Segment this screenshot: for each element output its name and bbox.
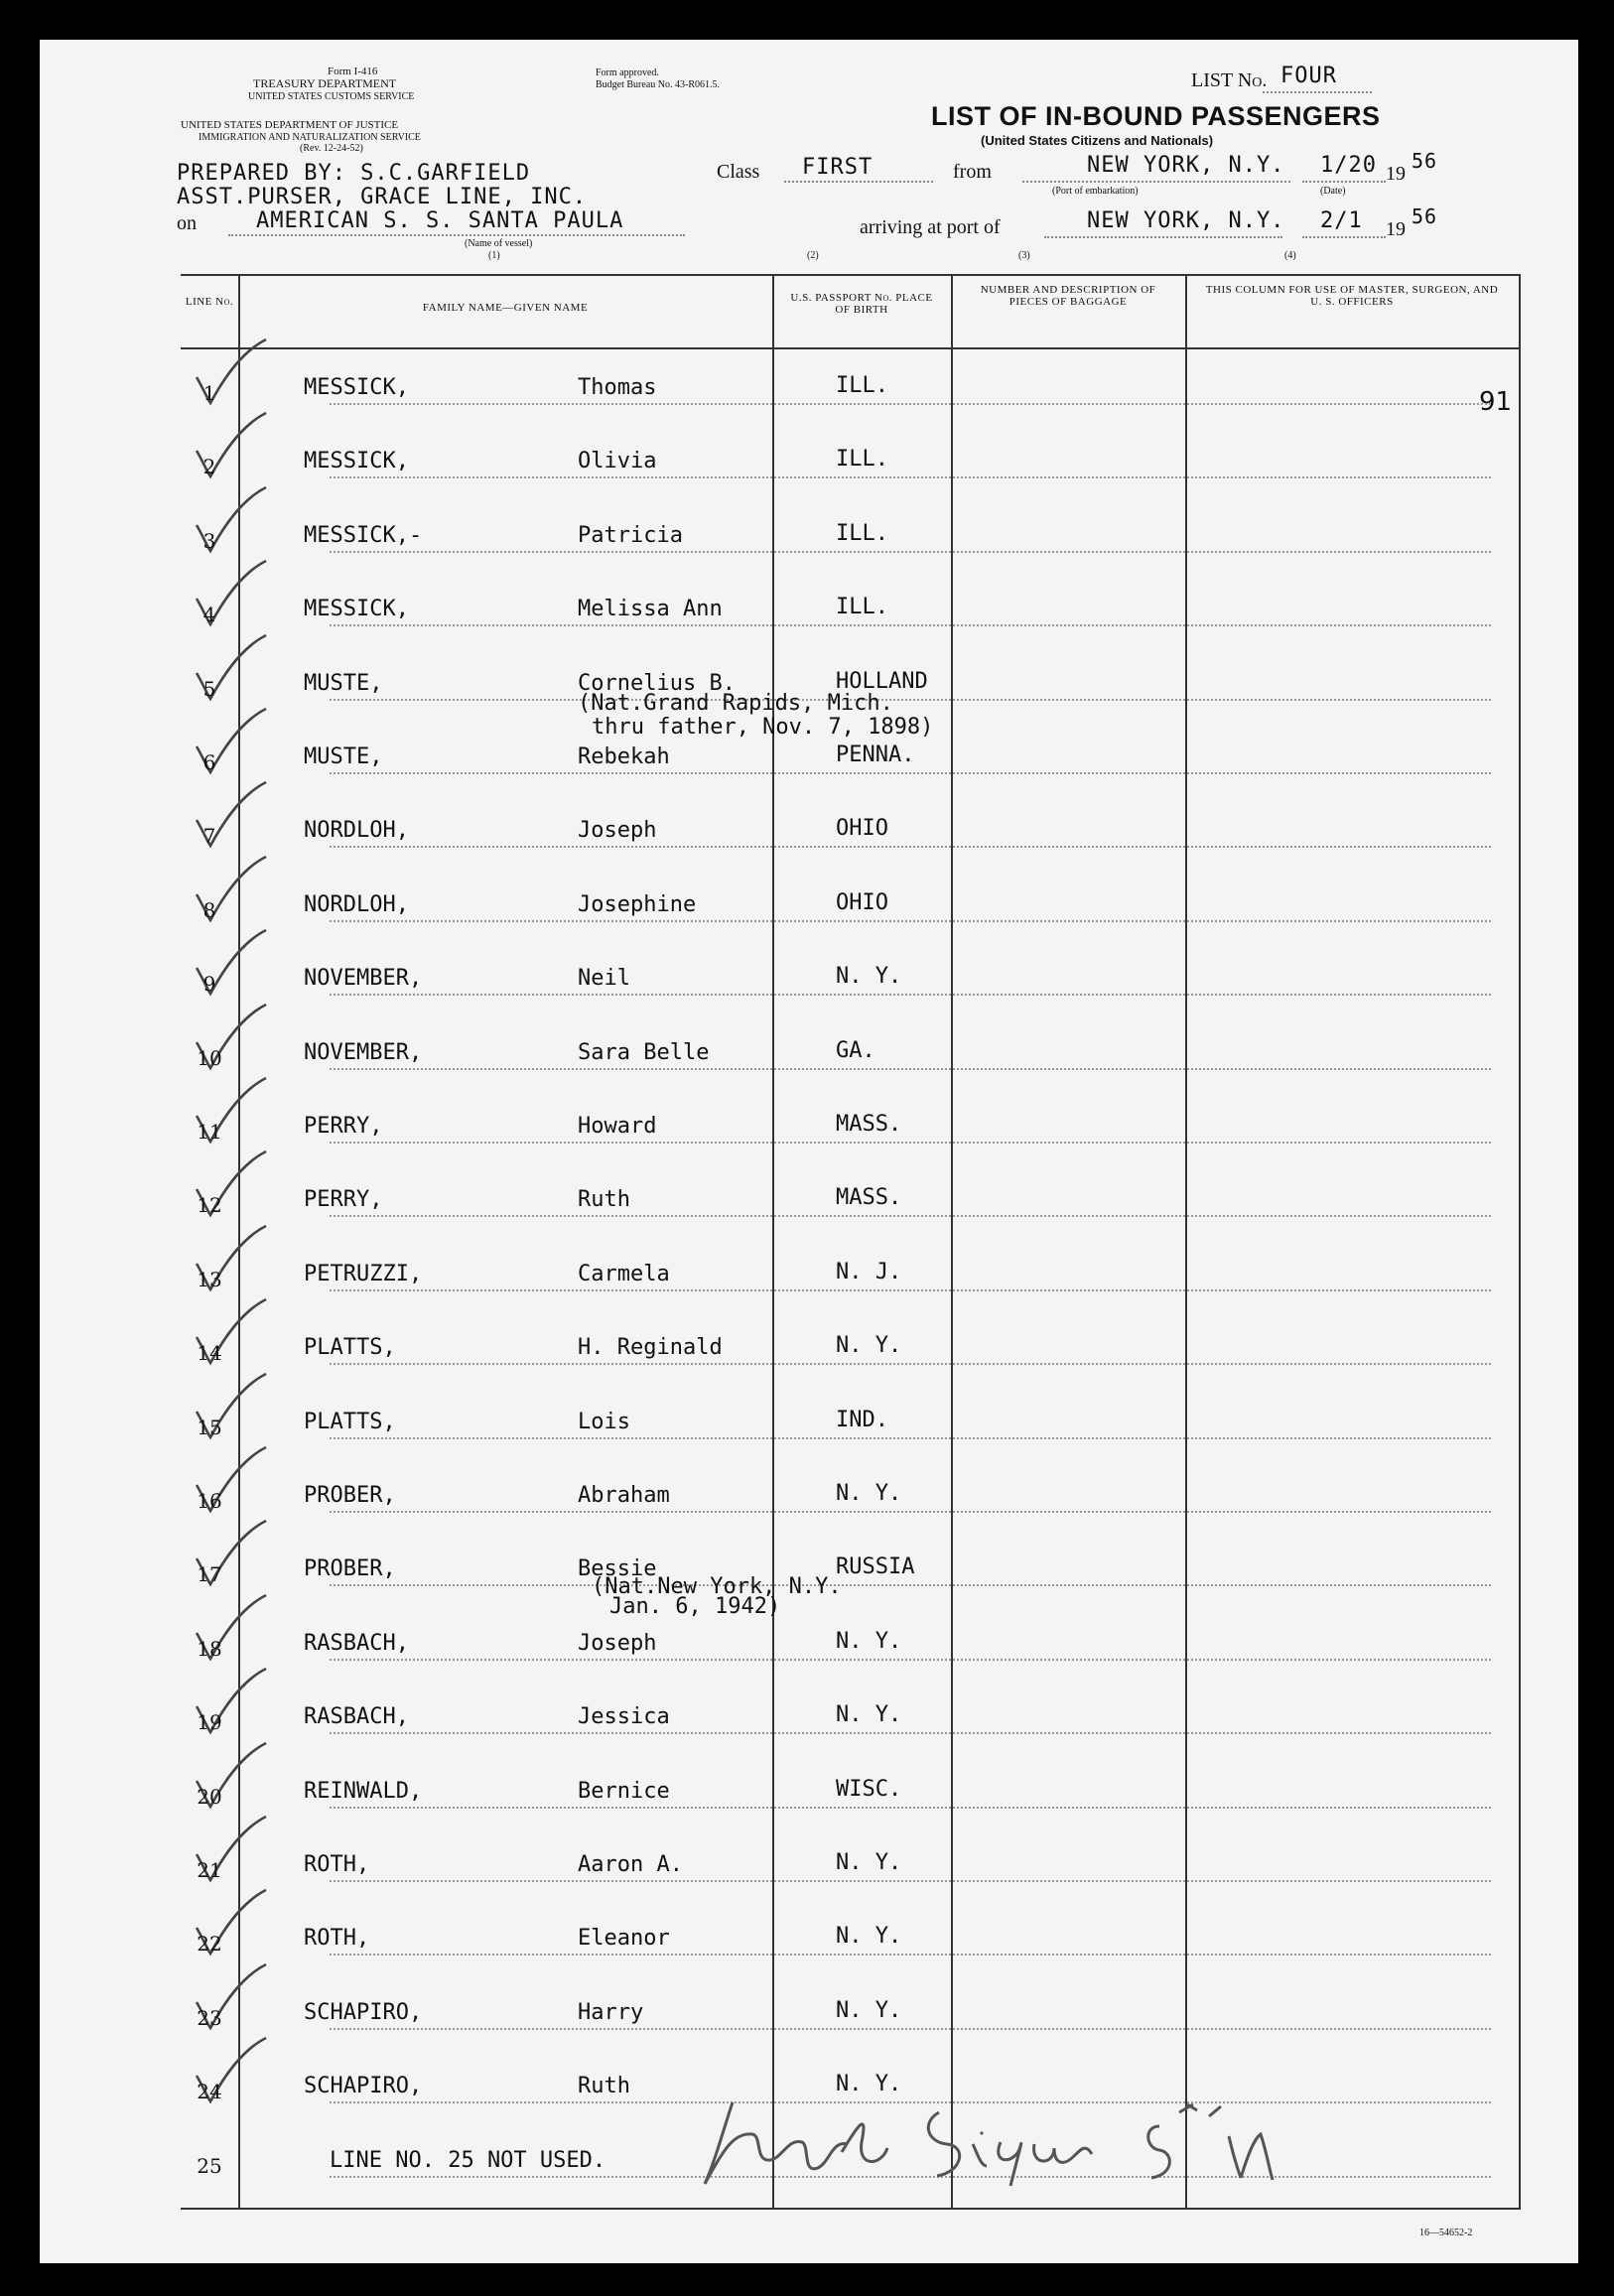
place-of-birth: ILL. — [836, 447, 888, 473]
vessel-dots — [228, 234, 685, 236]
line-number: 20 — [197, 1784, 222, 1809]
list-no-dots — [1263, 91, 1372, 93]
naturalization-note: (Nat.New York, N.Y. — [592, 1574, 842, 1599]
family-name: PLATTS, — [304, 1335, 396, 1361]
entry-dots — [330, 846, 1491, 848]
table-row — [181, 1972, 1521, 2046]
given-name: Rebekah — [578, 744, 670, 769]
entry-dots — [330, 699, 1491, 701]
given-name: Bessie — [578, 1556, 657, 1582]
table-row — [181, 1307, 1521, 1381]
place-of-birth: N. J. — [836, 1259, 902, 1284]
table-row — [181, 421, 1521, 494]
family-name: REINWALD, — [304, 1778, 423, 1804]
line-number: 14 — [197, 1341, 222, 1366]
line-number: 21 — [197, 1858, 222, 1882]
footer-code: 16—54652-2 — [1419, 2228, 1473, 2238]
family-name: RASBACH, — [304, 1704, 409, 1730]
table-row — [181, 495, 1521, 569]
place-of-birth: MASS. — [836, 1112, 902, 1137]
given-name: Harry — [578, 1999, 644, 2025]
year-prefix-1: 19 — [1386, 163, 1406, 185]
family-name: SCHAPIRO, — [304, 2074, 423, 2099]
column-no-4: (4) — [1284, 250, 1296, 261]
place-of-birth: ILL. — [836, 595, 888, 620]
place-of-birth: MASS. — [836, 1185, 902, 1211]
given-name: H. Reginald — [578, 1335, 723, 1361]
entry-dots — [330, 551, 1491, 553]
given-name: Bernice — [578, 1778, 670, 1804]
entry-dots — [330, 1659, 1491, 1661]
col-header-officers: THIS COLUMN FOR USE OF MASTER, SURGEON, AND U. S. OFFICERS — [1205, 284, 1499, 308]
line-number: 15 — [197, 1415, 222, 1439]
vessel-name: AMERICAN S. S. SANTA PAULA — [256, 208, 624, 233]
from-date-dots — [1302, 181, 1386, 183]
table-row — [181, 1824, 1521, 1898]
place-of-birth: N. Y. — [836, 2072, 902, 2097]
entry-dots — [330, 920, 1491, 922]
line-number: 11 — [197, 1120, 222, 1144]
list-title: LIST OF IN-BOUND PASSENGERS — [931, 101, 1381, 131]
entry-dots — [330, 1142, 1491, 1144]
family-name: PROBER, — [304, 1483, 396, 1508]
given-name: Patricia — [578, 522, 683, 548]
family-name: ROTH, — [304, 1852, 370, 1877]
family-name: NOVEMBER, — [304, 1039, 423, 1065]
treasury-dept: TREASURY DEPARTMENT — [253, 76, 397, 90]
passenger-table — [181, 274, 1521, 2210]
officer-number: 91 — [1479, 387, 1513, 417]
justice-dept: UNITED STATES DEPARTMENT OF JUSTICE — [181, 119, 399, 131]
arrive-port: NEW YORK, N.Y. — [1087, 208, 1285, 233]
port-embarkation-label: (Port of embarkation) — [1052, 186, 1139, 197]
line-number: 8 — [202, 897, 216, 922]
family-name: SCHAPIRO, — [304, 1999, 423, 2025]
given-name: Melissa Ann — [578, 597, 723, 622]
form-sheet — [40, 40, 1578, 2263]
entry-dots — [330, 476, 1491, 478]
form-approved: Form approved. — [596, 68, 659, 78]
line-number: 1 — [202, 381, 216, 405]
line-number: 19 — [197, 1710, 222, 1735]
entry-dots — [330, 1511, 1491, 1513]
entry-dots — [330, 1437, 1491, 1439]
from-dots — [1022, 181, 1290, 183]
table-row — [181, 790, 1521, 864]
given-name: Eleanor — [578, 1926, 670, 1952]
family-name: PLATTS, — [304, 1409, 396, 1434]
line-number: 18 — [197, 1636, 222, 1661]
family-name: MESSICK, — [304, 597, 409, 622]
given-name: Ruth — [578, 1187, 630, 1213]
place-of-birth: N. Y. — [836, 1481, 902, 1506]
col-header-line: LINE No. — [185, 296, 234, 308]
table-row — [181, 938, 1521, 1012]
family-name: NOVEMBER, — [304, 966, 423, 992]
place-of-birth: N. Y. — [836, 1997, 902, 2023]
entry-dots — [330, 1807, 1491, 1809]
entry-dots — [330, 1363, 1491, 1365]
place-of-birth: ILL. — [836, 373, 888, 398]
entry-dots — [330, 1584, 1491, 1586]
given-name: Josephine — [578, 891, 697, 917]
line-number: 24 — [197, 2080, 222, 2104]
line-number: 25 — [197, 2153, 222, 2178]
family-name: MESSICK, — [304, 375, 409, 400]
given-name: Ruth — [578, 2074, 630, 2099]
arriving-label: arriving at port of — [860, 216, 1001, 238]
given-name: Aaron A. — [578, 1852, 683, 1877]
place-of-birth: N. Y. — [836, 1628, 902, 1654]
place-of-birth: RUSSIA — [836, 1554, 915, 1580]
arrive-dots — [1044, 236, 1282, 238]
column-no-2: (2) — [807, 250, 819, 261]
revision: (Rev. 12-24-52) — [300, 143, 363, 154]
table-row — [181, 1898, 1521, 1971]
given-name: Joseph — [578, 818, 657, 844]
table-row — [181, 1013, 1521, 1086]
line-number: 23 — [197, 2005, 222, 2030]
table-row — [181, 865, 1521, 938]
line-number: 2 — [202, 455, 216, 479]
line-number: 3 — [202, 528, 216, 553]
table-row — [181, 1382, 1521, 1455]
family-name: MUSTE, — [304, 744, 383, 769]
place-of-birth: HOLLAND — [836, 668, 928, 694]
column-no-3: (3) — [1018, 250, 1030, 261]
entry-dots — [330, 624, 1491, 626]
col-header-baggage: NUMBER AND DESCRIPTION OF PIECES OF BAGGAGE — [980, 284, 1156, 308]
on-label: on — [177, 212, 197, 234]
list-subtitle: (United States Citizens and Nationals) — [981, 133, 1214, 148]
vessel-label: (Name of vessel) — [465, 238, 533, 249]
line-number: 4 — [202, 603, 216, 627]
entry-dots — [330, 772, 1491, 774]
table-row — [181, 1677, 1521, 1750]
naturalization-note: (Nat.Grand Rapids, Mich. — [578, 691, 893, 716]
line-number: 9 — [202, 972, 216, 997]
given-name: Howard — [578, 1114, 657, 1139]
table-row — [181, 1455, 1521, 1529]
family-name: MESSICK,- — [304, 522, 423, 548]
line-number: 5 — [202, 676, 216, 701]
given-name: Jessica — [578, 1704, 670, 1730]
place-of-birth: N. Y. — [836, 1702, 902, 1728]
naturalization-note: Jan. 6, 1942) — [609, 1594, 781, 1619]
place-of-birth: N. Y. — [836, 1850, 902, 1875]
line-number: 22 — [197, 1932, 222, 1957]
entry-dots — [330, 1289, 1491, 1291]
table-row — [181, 1751, 1521, 1824]
line-number: 17 — [197, 1562, 222, 1587]
from-port: NEW YORK, N.Y. — [1087, 153, 1285, 178]
class-label: Class — [717, 161, 760, 183]
place-of-birth: N. Y. — [836, 1333, 902, 1359]
given-name: Neil — [578, 966, 630, 992]
entry-dots — [330, 403, 1491, 405]
place-of-birth: OHIO — [836, 816, 888, 842]
family-name: ROTH, — [304, 1926, 370, 1952]
family-name: NORDLOH, — [304, 891, 409, 917]
line-number: 16 — [197, 1489, 222, 1513]
place-of-birth: OHIO — [836, 889, 888, 915]
given-name: Olivia — [578, 449, 657, 474]
immigration-service: IMMIGRATION AND NATURALIZATION SERVICE — [199, 132, 421, 143]
entry-dots — [330, 1215, 1491, 1217]
year-prefix-2: 19 — [1386, 218, 1406, 240]
place-of-birth: IND. — [836, 1407, 888, 1432]
line-number: 13 — [197, 1267, 222, 1291]
line-number: 12 — [197, 1193, 222, 1218]
year-2: 56 — [1412, 204, 1438, 228]
family-name: PERRY, — [304, 1187, 383, 1213]
given-name: Abraham — [578, 1483, 670, 1508]
place-of-birth: GA. — [836, 1037, 875, 1063]
given-name: Joseph — [578, 1630, 657, 1656]
table-row — [181, 1159, 1521, 1233]
table-row — [181, 1603, 1521, 1677]
from-label: from — [953, 161, 992, 183]
year-1: 56 — [1412, 149, 1438, 173]
given-name: Lois — [578, 1409, 630, 1434]
entry-dots — [330, 1732, 1491, 1734]
arrive-date-dots — [1302, 236, 1386, 238]
class-value: FIRST — [802, 155, 874, 180]
line-number: 10 — [197, 1045, 222, 1070]
family-name: LINE NO. 25 NOT USED. — [330, 2147, 606, 2173]
family-name: PETRUZZI, — [304, 1261, 423, 1286]
prepared-by: PREPARED BY: S.C.GARFIELD — [177, 161, 531, 186]
place-of-birth: WISC. — [836, 1776, 902, 1802]
entry-dots — [330, 2028, 1491, 2030]
given-name: Carmela — [578, 1261, 670, 1286]
line-number: 7 — [202, 824, 216, 849]
list-no-value: FOUR — [1280, 64, 1337, 88]
family-name: MUSTE, — [304, 670, 383, 696]
entry-dots — [330, 1954, 1491, 1956]
table-row — [181, 1529, 1521, 1602]
naturalization-note: thru father, Nov. 7, 1898) — [592, 715, 934, 740]
date-label: (Date) — [1320, 186, 1346, 197]
family-name: MESSICK, — [304, 449, 409, 474]
family-name: PROBER, — [304, 1556, 396, 1582]
from-date: 1/20 — [1320, 153, 1377, 178]
arrive-date: 2/1 — [1320, 208, 1363, 233]
table-row — [181, 569, 1521, 642]
asst-purser: ASST.PURSER, GRACE LINE, INC. — [177, 185, 588, 209]
form-number: Form I-416 — [328, 66, 378, 77]
table-row — [181, 1234, 1521, 1307]
entry-dots — [330, 1068, 1491, 1070]
col-header-passport: U.S. PASSPORT No. PLACE OF BIRTH — [790, 292, 933, 316]
class-dots — [784, 181, 933, 183]
list-no-label: LIST No. — [1191, 69, 1268, 91]
entry-dots — [330, 994, 1491, 996]
family-name: PERRY, — [304, 1114, 383, 1139]
family-name: RASBACH, — [304, 1630, 409, 1656]
family-name: NORDLOH, — [304, 818, 409, 844]
inspector-signature — [693, 2083, 1288, 2192]
place-of-birth: N. Y. — [836, 964, 902, 990]
given-name: Sara Belle — [578, 1039, 710, 1065]
given-name: Cornelius B. — [578, 670, 736, 696]
place-of-birth: ILL. — [836, 520, 888, 546]
customs-service: UNITED STATES CUSTOMS SERVICE — [248, 91, 415, 102]
column-no-1: (1) — [488, 250, 500, 261]
entry-dots — [330, 1880, 1491, 1882]
col-header-name: FAMILY NAME—GIVEN NAME — [422, 302, 589, 314]
line-number: 6 — [202, 750, 216, 774]
table-row — [181, 1086, 1521, 1159]
place-of-birth: PENNA. — [836, 743, 915, 767]
budget-bureau: Budget Bureau No. 43-R061.5. — [596, 79, 720, 90]
place-of-birth: N. Y. — [836, 1924, 902, 1950]
given-name: Thomas — [578, 375, 657, 400]
table-row — [181, 347, 1521, 421]
